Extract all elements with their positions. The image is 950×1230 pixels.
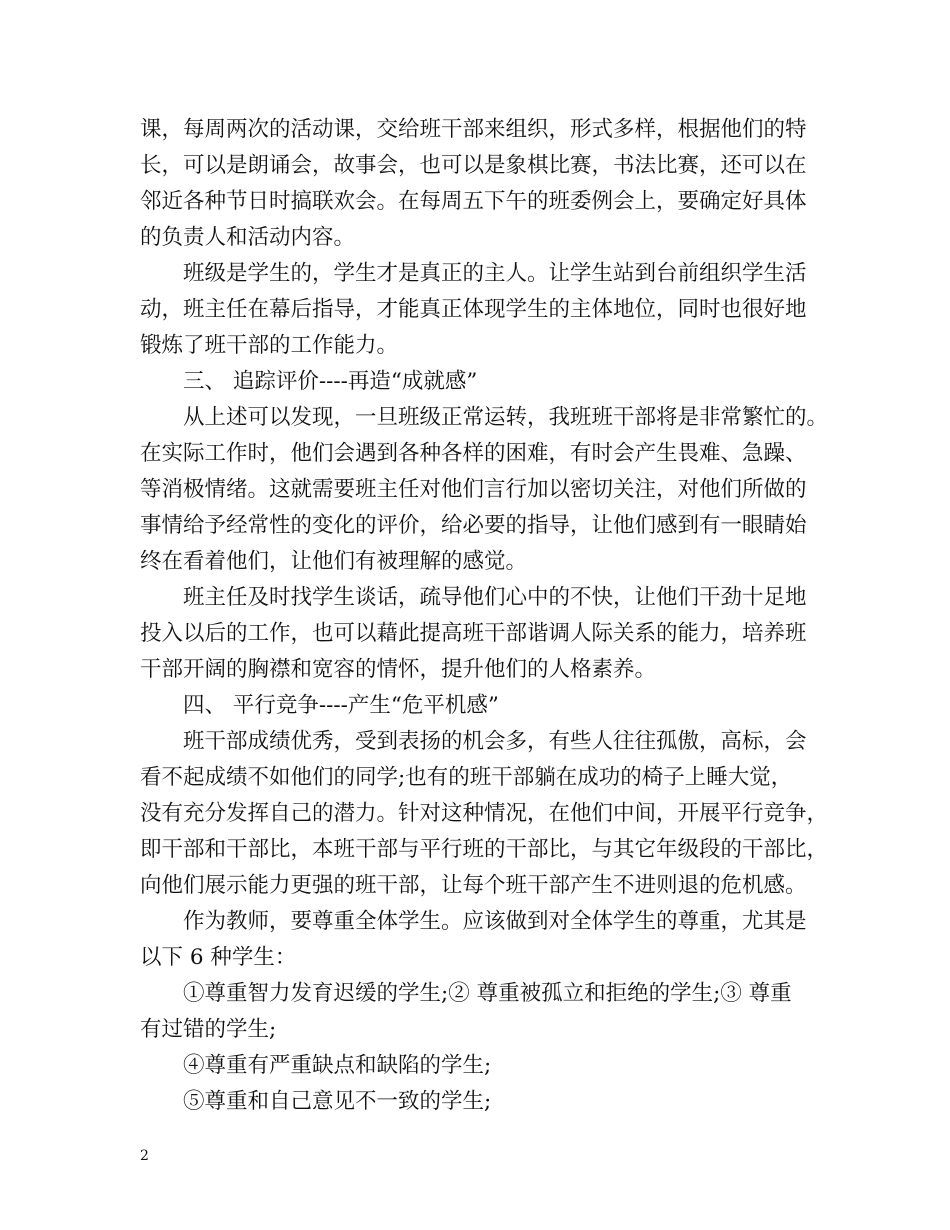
text-line: 作为教师，要尊重全体学生。应该做到对全体学生的尊重，尤其是 xyxy=(183,909,807,934)
text-line: 即干部和干部比，本班干部与平行班的干部比，与其它年级段的干部比， xyxy=(140,837,829,862)
text-line: 班级是学生的，学生才是真正的主人。让学生站到台前组织学生活 xyxy=(183,261,807,286)
text-line: 课，每周两次的活动课，交给班干部来组织，形式多样，根据他们的特 xyxy=(140,117,807,142)
text-line: 以下 6 种学生： xyxy=(140,945,297,970)
text-line: 看不起成绩不如他们的同学;也有的班干部躺在成功的椅子上睡大觉， xyxy=(140,765,793,790)
section-heading: 三、 追踪评价----再造“成就感” xyxy=(183,369,478,394)
text-line: 终在看着他们，让他们有被理解的感觉。 xyxy=(140,549,528,574)
text-line: 的负责人和活动内容。 xyxy=(140,225,356,250)
text-line: 班干部成绩优秀，受到表扬的机会多，有些人往往孤傲，高标，会 xyxy=(183,729,807,754)
text-line: 锻炼了班干部的工作能力。 xyxy=(140,333,399,358)
text-line: 投入以后的工作，也可以藉此提高班干部谐调人际关系的能力，培养班 xyxy=(140,621,807,646)
text-line: 长，可以是朗诵会，故事会，也可以是象棋比赛，书法比赛，还可以在 xyxy=(140,153,807,178)
text-line: 事情给予经常性的变化的评价，给必要的指导，让他们感到有一眼睛始 xyxy=(140,513,807,538)
text-line: 向他们展示能力更强的班干部，让每个班干部产生不进则退的危机感。 xyxy=(140,873,807,898)
section-heading: 四、 平行竞争----产生“危平机感” xyxy=(183,693,499,718)
text-line: 干部开阔的胸襟和宽容的情怀，提升他们的人格素养。 xyxy=(140,657,657,682)
text-line: 没有充分发挥自己的潜力。针对这种情况，在他们中间，开展平行竞争， xyxy=(140,801,829,826)
list-item: 有过错的学生; xyxy=(140,1017,277,1042)
list-item: ④尊重有严重缺点和缺陷的学生; xyxy=(183,1053,492,1078)
text-line: 在实际工作时，他们会遇到各种各样的困难，有时会产生畏难、急躁、 xyxy=(140,441,807,466)
text-line: 等消极情绪。这就需要班主任对他们言行加以密切关注，对他们所做的 xyxy=(140,477,807,502)
page-number: 2 xyxy=(140,1148,149,1164)
text-line: 邻近各种节日时搞联欢会。在每周五下午的班委例会上，要确定好具体 xyxy=(140,189,807,214)
list-item: ①尊重智力发育迟缓的学生;② 尊重被孤立和拒绝的学生;③ 尊重 xyxy=(183,981,792,1006)
list-item: ⑤尊重和自己意见不一致的学生; xyxy=(183,1089,492,1114)
text-line: 动，班主任在幕后指导，才能真正体现学生的主体地位，同时也很好地 xyxy=(140,297,807,322)
text-line: 班主任及时找学生谈话，疏导他们心中的不快，让他们干劲十足地 xyxy=(183,585,807,610)
text-line: 从上述可以发现，一旦班级正常运转，我班班干部将是非常繁忙的。 xyxy=(183,405,829,430)
